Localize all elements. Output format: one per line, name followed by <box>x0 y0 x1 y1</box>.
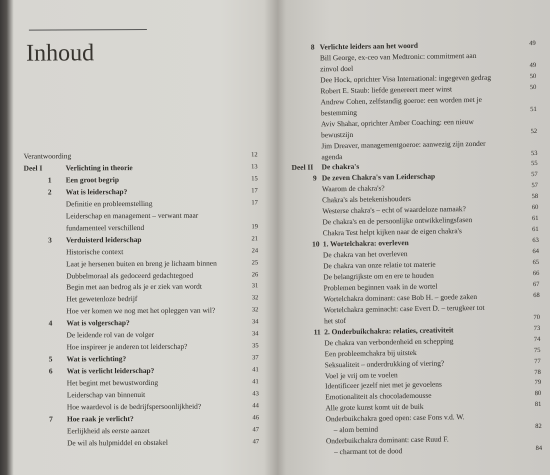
page-number: 12 <box>251 151 258 159</box>
page-number: 79 <box>534 379 542 387</box>
entry-title: Identificeer jezelf niet met je gevoelens <box>325 379 442 391</box>
page-number: 51 <box>530 105 537 113</box>
page-number: 17 <box>251 199 258 207</box>
entry-title: – charmant tot de dood <box>334 446 403 457</box>
entry-title: De chakra's <box>321 162 360 172</box>
entry-title: De leidende rol van de volger <box>66 330 155 340</box>
entry-title: fundamenteel verschillend <box>65 222 145 233</box>
toc-subentry <box>25 400 276 412</box>
entry-title: Aviv Shahar, oprichter Amber Coaching: een nieuw <box>320 116 474 129</box>
entry-title: Dee Hock, oprichter Visa International: ingegeven gedrag <box>320 72 492 85</box>
entry-title: Leiderschap en management – verwant maar <box>65 210 199 221</box>
page-number: 82 <box>535 423 542 431</box>
entry-title: Eerlijkheid als eerste aanzet <box>66 425 150 436</box>
toc-label: Deel I <box>23 163 43 173</box>
page-number: 55 <box>531 160 538 168</box>
page-number: 63 <box>532 237 539 245</box>
entry-title: De chakra van verbondenheid en schepping <box>324 335 454 348</box>
entry-title: Het begint met bewustwording <box>66 377 159 388</box>
page-number: 13 <box>251 163 258 171</box>
toc-subentry <box>24 197 275 209</box>
toc-entry <box>24 185 275 197</box>
entry-title: Problemen beginnen vaak in de wortel <box>323 281 438 293</box>
entry-title: Verlichting in theorie <box>65 162 133 173</box>
toc-subentry <box>25 340 276 352</box>
page-number: 67 <box>532 280 540 288</box>
toc-subentry <box>24 305 275 317</box>
toc-subentry <box>24 209 275 221</box>
entry-title: het stof <box>323 315 347 326</box>
toc-entry <box>25 352 276 364</box>
entry-title: Onderbuikchakra goed open: case Fons v.d. W. <box>325 412 465 424</box>
page-number: 65 <box>532 258 540 267</box>
entry-title: bewustzijn <box>321 129 354 139</box>
toc-left <box>9 0 276 475</box>
page-number: 60 <box>531 204 539 212</box>
entry-title: Wortelchakra geminacht: case Evert D. – terugkeer tot <box>323 302 485 315</box>
page-number: 53 <box>530 149 538 157</box>
entry-title: zinvol doel <box>320 63 354 74</box>
page-number: 64 <box>532 248 540 256</box>
page-number: 34 <box>251 318 259 326</box>
toc-subentry <box>24 221 275 233</box>
toc-subentry <box>25 436 276 448</box>
chapter-number: 1 <box>47 175 52 185</box>
entry-title: Verduisterd leiderschap <box>65 234 142 245</box>
toc-subentry <box>24 281 275 293</box>
toc-entry <box>25 412 276 424</box>
entry-title: Historische context <box>66 246 124 256</box>
entry-title: Voel je vrij om te voelen <box>324 369 398 380</box>
toc-entry <box>24 233 275 245</box>
page-number: 47 <box>252 438 260 446</box>
toc-subentry <box>24 257 275 269</box>
entry-title: Bill George, ex-ceo van Medtronic: commitment aan <box>319 50 477 63</box>
chapter-number: 9 <box>312 173 317 183</box>
page-number: 25 <box>251 258 259 266</box>
page-number: 81 <box>534 401 542 409</box>
page-number: 44 <box>252 402 259 410</box>
page-number: 43 <box>252 390 259 398</box>
page-number: 34 <box>251 330 259 338</box>
entry-title: 2. Onderbuikchakra: relaties, creativiteit <box>324 325 454 337</box>
entry-title: Hoe inspireer je anderen tot leiderschap? <box>66 341 188 352</box>
entry-title: Jim Dreaver, managementgoeroe: aanwezig zijn zonder <box>321 138 486 150</box>
entry-title: Waarom de chakra's? <box>321 183 385 194</box>
right-page <box>281 0 548 475</box>
page-number: 61 <box>531 215 539 223</box>
page-number: 75 <box>533 346 541 354</box>
entry-title: De zeven Chakra's van Leiderschap <box>321 171 436 183</box>
page-number: 78 <box>534 368 541 376</box>
entry-title: Begin met aan bedrog als je er ziek van wordt <box>66 282 202 292</box>
page-number: 57 <box>531 171 538 179</box>
entry-title: De chakra van onze relatie tot materie <box>323 259 436 271</box>
chapter-number: 6 <box>48 366 53 376</box>
entry-title: Wat is leiderschap? <box>65 186 128 197</box>
chapter-number: 11 <box>313 327 321 337</box>
chapter-number: 10 <box>312 239 320 249</box>
toc-right <box>281 0 548 475</box>
entry-title: Chakra Test helpt kijken naar de eigen chakra's <box>322 226 462 238</box>
entry-title: Leiderschap van binnenuit <box>66 389 146 400</box>
toc-entry <box>25 364 276 376</box>
page-number: 50 <box>529 83 537 91</box>
page-number: 74 <box>533 335 541 343</box>
page-number: 37 <box>252 354 259 362</box>
page-number: 66 <box>532 269 540 278</box>
page-number: 52 <box>530 127 538 135</box>
page-number: 24 <box>251 246 259 255</box>
entry-title: Wat is verlichting? <box>66 354 127 364</box>
entry-title: Een groot begrip <box>65 175 119 185</box>
toc-entry <box>24 317 275 329</box>
page-number: 19 <box>251 223 258 231</box>
page-number: 58 <box>531 193 539 201</box>
chapter-number: 4 <box>48 318 53 328</box>
entry-title: Hoe raak je verlicht? <box>66 413 134 424</box>
chapter-number: 2 <box>47 187 52 197</box>
page-number: 41 <box>252 366 259 374</box>
page-number: 26 <box>251 270 259 278</box>
entry-title: De belangrijkste om en ere te houden <box>323 270 434 282</box>
toc-label: Deel II <box>291 162 314 173</box>
page-number: 77 <box>534 357 541 365</box>
page-number: 47 <box>252 426 260 434</box>
toc-label: Verantwoording <box>23 151 72 161</box>
page-number: 73 <box>533 324 541 332</box>
entry-title: – alom bemind <box>333 424 379 435</box>
page-number: 15 <box>251 175 258 183</box>
entry-title: De chakra's en de persoonlijke ontwikkelingsfasen <box>322 215 473 227</box>
entry-title: Seksualiteit – onderdrukking of viering? <box>324 358 445 369</box>
toc-entry <box>24 161 275 173</box>
entry-title: Chakra's als betekenishouders <box>322 194 411 205</box>
toc-subentry <box>25 376 276 388</box>
page-number: 84 <box>535 445 543 453</box>
page-number: 57 <box>531 182 539 190</box>
page-number: 70 <box>533 313 541 321</box>
toc-subentry <box>25 424 276 436</box>
entry-title: Een probleemchakra bij uitstek <box>324 347 417 358</box>
chapter-number: 8 <box>310 42 315 52</box>
entry-title: Emotionaliteit als chocolademousse <box>325 391 432 402</box>
page-title: Inhoud <box>25 40 95 67</box>
chapter-number: 5 <box>48 354 53 364</box>
entry-title: Robert E. Staub: liefde genereert meer winst <box>320 84 453 96</box>
page-number: 32 <box>251 306 259 314</box>
page-number: 61 <box>532 226 539 234</box>
entry-title: agenda <box>321 151 343 161</box>
entry-title: Laat je hersenen buiten en breng je lichaam binnen <box>66 258 217 268</box>
entry-title: Dubbelmoraal als gedoceerd gedachtegoed <box>66 270 194 280</box>
toc-subentry <box>25 388 276 400</box>
chapter-number: 3 <box>48 235 52 245</box>
page-number: 46 <box>252 414 259 422</box>
toc-subentry <box>24 245 275 257</box>
page-number: 21 <box>251 235 259 243</box>
page-number: 80 <box>534 390 542 398</box>
page-number: 41 <box>252 378 259 386</box>
entry-title: Wortelchakra dominant: case Bob H. – goede zaken <box>323 291 478 304</box>
entry-title: Wat is volgerschap? <box>66 318 130 328</box>
entry-title: Alle grote kunst komt uit de buik <box>325 402 424 413</box>
entry-title: 1. Wortelchakra: overleven <box>322 238 409 249</box>
page-number: 68 <box>533 291 540 299</box>
entry-title: Andrew Cohen, zelfstandig goeroe: een worden met je <box>320 94 482 107</box>
entry-title: Westerse chakra's – echt of waardeloze namaak? <box>322 204 466 216</box>
page-number: 50 <box>529 72 537 80</box>
entry-title: Verlichte leiders aan het woord <box>319 40 419 52</box>
page-number: 31 <box>251 282 259 290</box>
page-number: 49 <box>529 40 536 48</box>
entry-title: Hoe waardevol is de bedrijfspersoonlijkheid? <box>66 401 202 412</box>
entry-title: Onderbuikchakra dominant: case Ruud F. <box>325 434 449 446</box>
page-number: 32 <box>251 294 259 302</box>
entry-title: De wil als hulpmiddel en obstakel <box>67 437 168 448</box>
entry-title: Hoe ver komen we nog met het opleggen van wil? <box>66 305 216 316</box>
entry-title: De chakra van het overleven <box>322 249 408 260</box>
page-number: 35 <box>252 342 259 350</box>
page-number: 49 <box>529 61 537 69</box>
toc-entry <box>24 173 275 185</box>
toc-subentry <box>24 293 275 305</box>
entry-title: Wat is verlicht leiderschap? <box>66 366 155 376</box>
chapter-number: 7 <box>49 414 53 424</box>
entry-title: Definitie en probleemstelling <box>65 198 153 209</box>
toc-subentry <box>24 269 275 281</box>
toc-entry <box>24 149 275 161</box>
entry-title: Het gewetenloze bedrijf <box>66 294 138 304</box>
page-number: 17 <box>251 187 258 195</box>
left-page <box>9 0 276 475</box>
toc-subentry <box>24 329 275 341</box>
entry-title: bestemming <box>320 107 357 118</box>
